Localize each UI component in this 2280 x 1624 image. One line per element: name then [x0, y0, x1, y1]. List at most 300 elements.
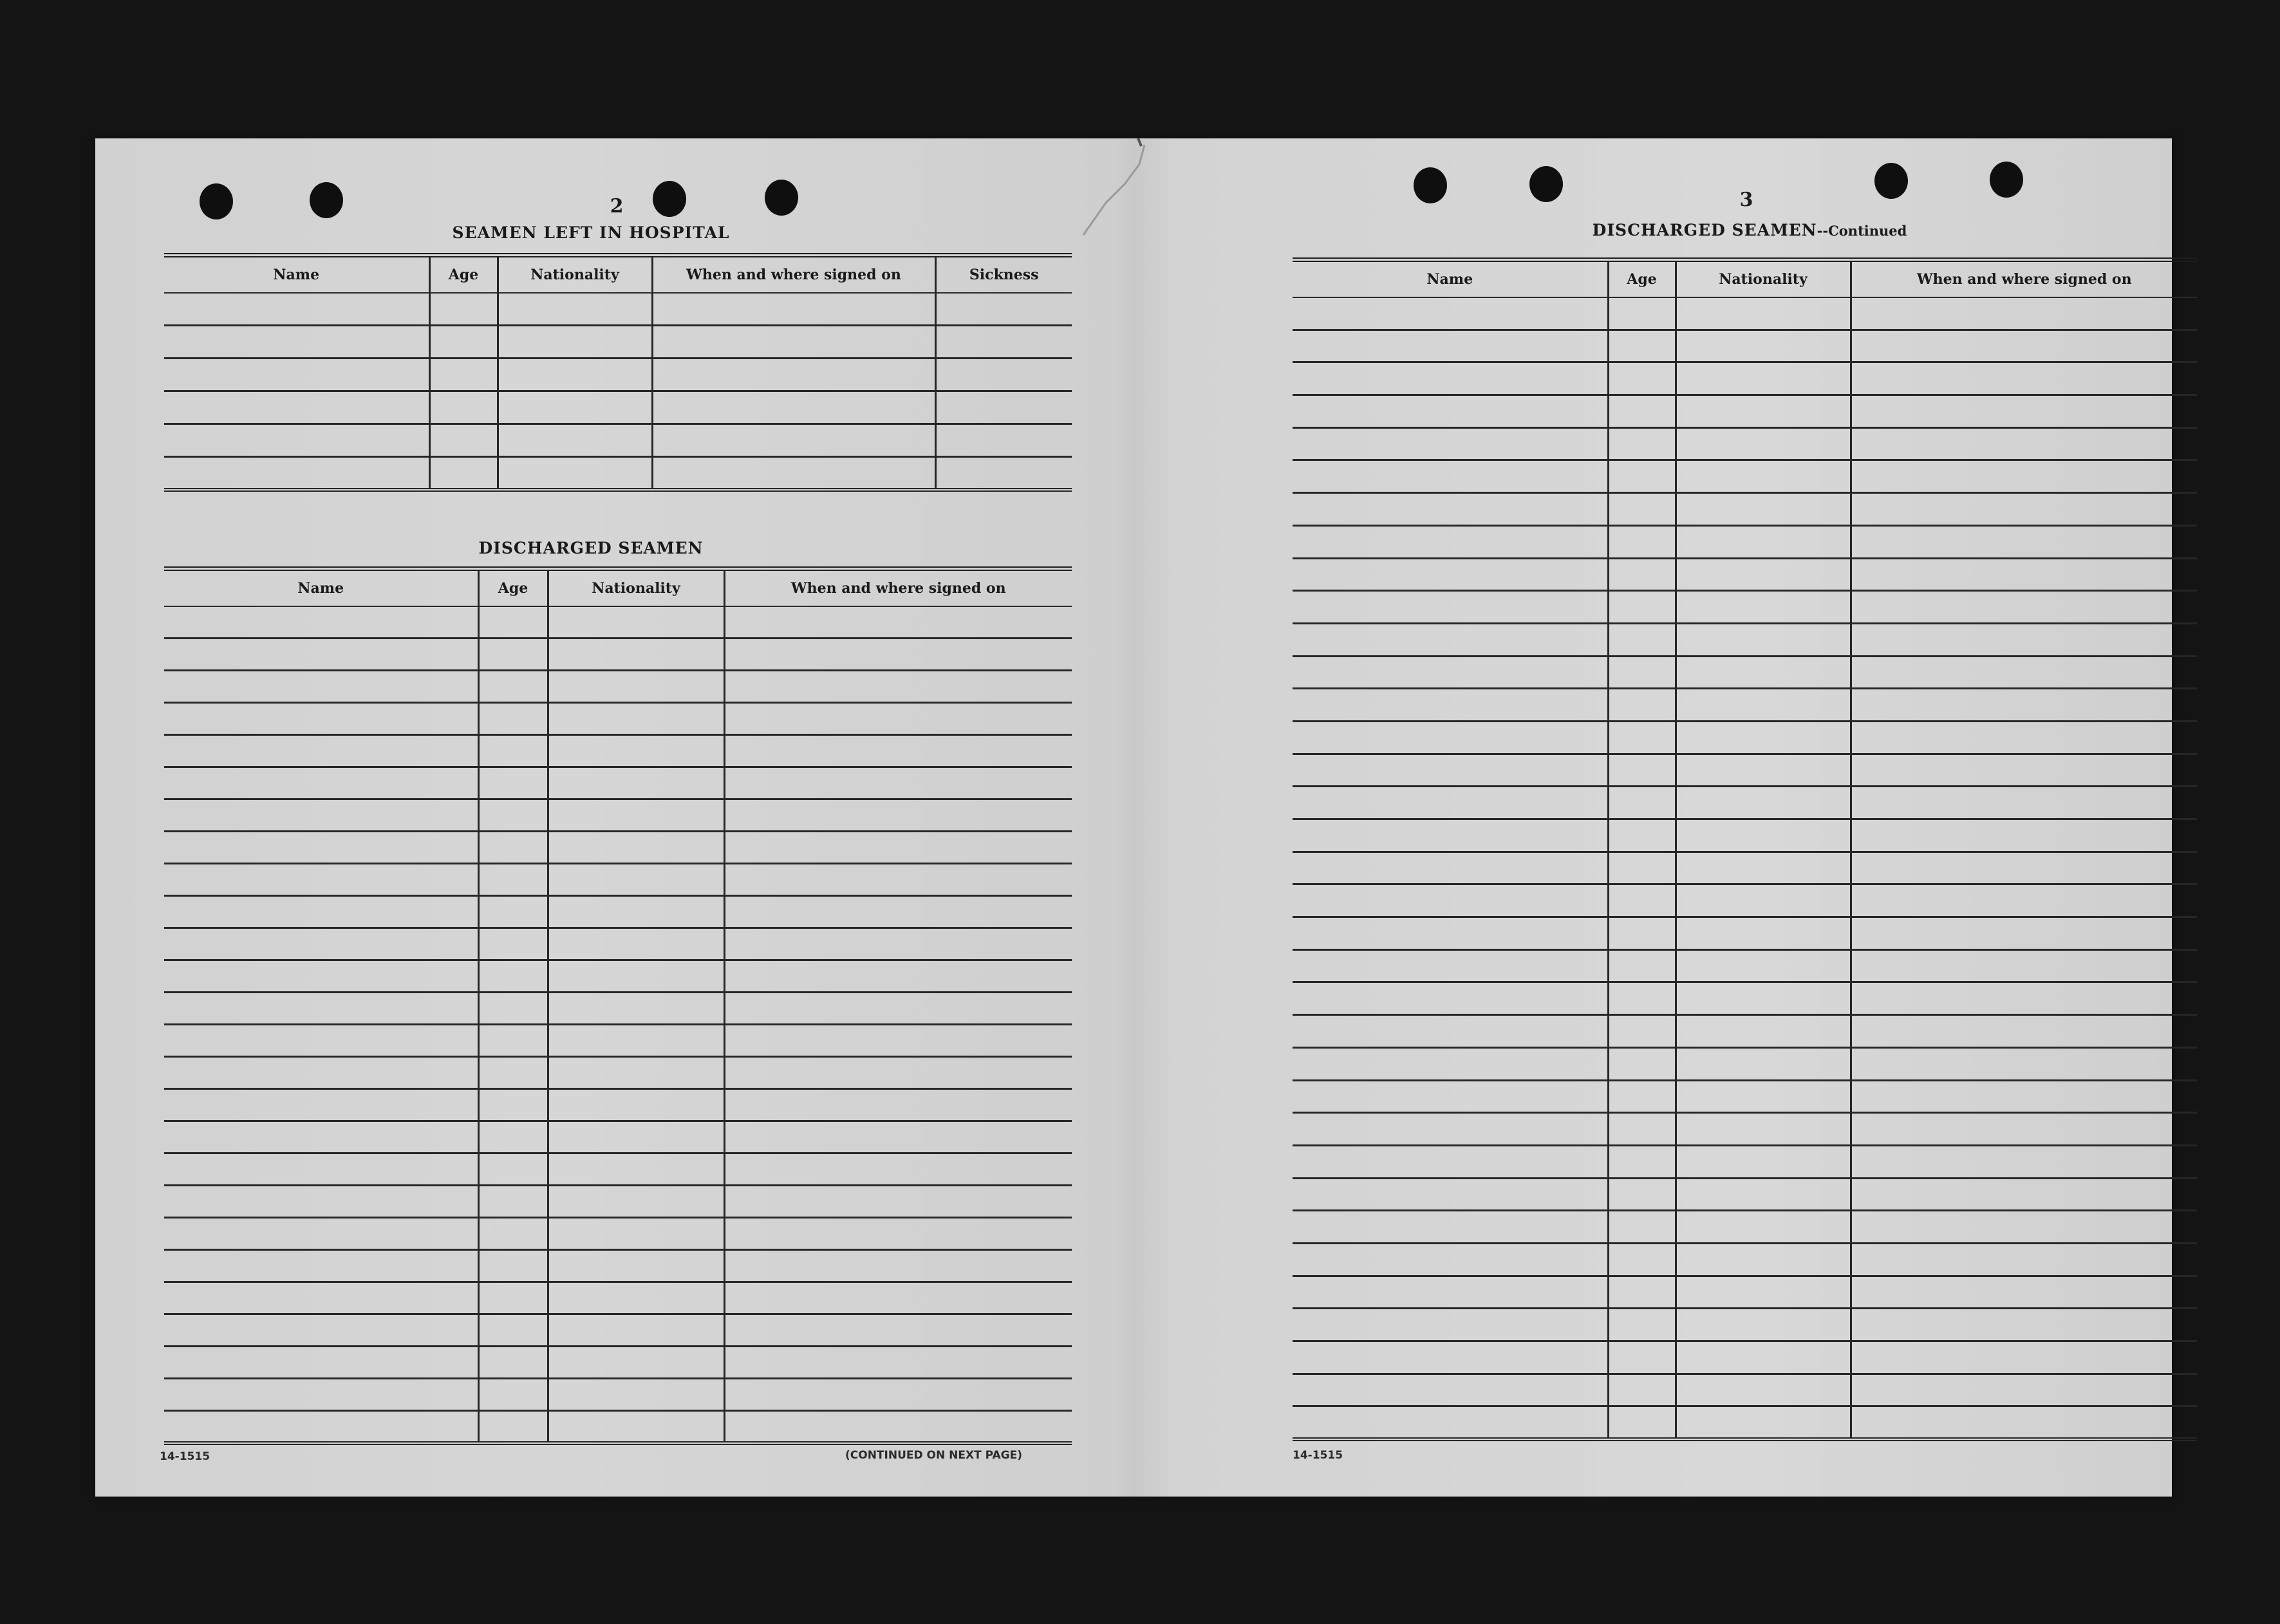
blank-cell — [478, 703, 548, 735]
blank-cell — [548, 606, 724, 639]
discharged-continued-table-row — [1293, 395, 2197, 428]
blank-cell — [548, 993, 724, 1025]
discharged-continued-table-row — [1293, 721, 2197, 754]
blank-cell — [548, 928, 724, 960]
blank-cell — [478, 735, 548, 767]
hospital-table-row — [164, 424, 1072, 457]
discharged-continued-table-row — [1293, 1015, 2197, 1048]
blank-cell — [1608, 1341, 1676, 1374]
hospital-table-row — [164, 457, 1072, 490]
blank-cell — [1676, 1309, 1851, 1341]
blank-cell — [478, 1282, 548, 1314]
blank-cell — [935, 457, 1072, 490]
blank-cell — [1851, 721, 2197, 754]
blank-cell — [548, 1218, 724, 1250]
blank-cell — [1676, 982, 1851, 1015]
discharged-continued-table-row — [1293, 949, 2197, 982]
blank-cell — [164, 864, 478, 896]
blank-cell — [1851, 1374, 2197, 1406]
discharged-continued-table-row — [1293, 1178, 2197, 1211]
blank-cell — [1676, 1374, 1851, 1406]
column-header-name: Name — [1293, 260, 1608, 297]
blank-cell — [1851, 1309, 2197, 1341]
blank-cell — [1293, 623, 1608, 656]
discharged-continued-table-row — [1293, 884, 2197, 917]
blank-cell — [1293, 787, 1608, 819]
blank-cell — [724, 1089, 1072, 1121]
blank-cell — [1608, 623, 1676, 656]
blank-cell — [1851, 493, 2197, 526]
blank-cell — [1293, 884, 1608, 917]
discharged-table-row — [164, 1218, 1072, 1250]
blank-cell — [1293, 493, 1608, 526]
blank-cell — [1608, 1309, 1676, 1341]
discharged-continued-table-row — [1293, 787, 2197, 819]
blank-cell — [548, 864, 724, 896]
blank-cell — [724, 864, 1072, 896]
blank-cell — [1293, 362, 1608, 395]
column-header-name: Name — [164, 569, 478, 606]
discharged-table-row — [164, 1186, 1072, 1218]
blank-cell — [1293, 1178, 1608, 1211]
blank-cell — [1851, 623, 2197, 656]
blank-cell — [478, 1186, 548, 1218]
discharged-table-row — [164, 896, 1072, 928]
blank-cell — [652, 424, 935, 457]
blank-cell — [548, 1153, 724, 1186]
continued-note: (CONTINUED ON NEXT PAGE) — [845, 1449, 1022, 1462]
discharged-continued-table-row — [1293, 1047, 2197, 1080]
blank-cell — [1676, 591, 1851, 624]
blank-cell — [1676, 1276, 1851, 1309]
blank-cell — [164, 832, 478, 864]
blank-cell — [1851, 460, 2197, 493]
blank-cell — [1608, 362, 1676, 395]
blank-cell — [1293, 949, 1608, 982]
blank-cell — [478, 606, 548, 639]
hospital-table-row — [164, 293, 1072, 326]
blank-cell — [1608, 525, 1676, 558]
blank-cell — [164, 928, 478, 960]
blank-cell — [1293, 1211, 1608, 1244]
blank-cell — [1676, 1178, 1851, 1211]
blank-cell — [652, 293, 935, 326]
blank-cell — [724, 993, 1072, 1025]
column-header-age: Age — [478, 569, 548, 606]
blank-cell — [478, 639, 548, 671]
blank-cell — [1851, 982, 2197, 1015]
blank-cell — [164, 1347, 478, 1379]
blank-cell — [724, 703, 1072, 735]
blank-cell — [498, 391, 652, 424]
blank-cell — [1608, 1015, 1676, 1048]
blank-cell — [724, 639, 1072, 671]
column-header-signed-on: When and where signed on — [652, 256, 935, 293]
blank-cell — [164, 1186, 478, 1218]
blank-cell — [1676, 1113, 1851, 1146]
discharged-table-row — [164, 1379, 1072, 1411]
discharged-table-row — [164, 832, 1072, 864]
blank-cell — [652, 391, 935, 424]
blank-cell — [164, 1379, 478, 1411]
blank-cell — [1293, 525, 1608, 558]
discharged-table-row — [164, 1282, 1072, 1314]
blank-cell — [478, 896, 548, 928]
blank-cell — [1293, 591, 1608, 624]
blank-cell — [429, 326, 498, 359]
blank-cell — [164, 1314, 478, 1347]
blank-cell — [1851, 949, 2197, 982]
blank-cell — [1676, 623, 1851, 656]
blank-cell — [164, 703, 478, 735]
blank-cell — [548, 767, 724, 799]
blank-cell — [1676, 395, 1851, 428]
blank-cell — [724, 1282, 1072, 1314]
discharged-continued-table-row — [1293, 1113, 2197, 1146]
discharged-table-header — [164, 569, 1072, 606]
blank-cell — [164, 1282, 478, 1314]
blank-cell — [1608, 819, 1676, 852]
blank-cell — [935, 424, 1072, 457]
blank-cell — [724, 832, 1072, 864]
blank-cell — [1851, 1047, 2197, 1080]
blank-cell — [478, 960, 548, 993]
blank-cell — [164, 1218, 478, 1250]
blank-cell — [548, 1379, 724, 1411]
blank-cell — [548, 735, 724, 767]
hospital-table — [164, 253, 1072, 492]
form-number: 14-1515 — [160, 1450, 210, 1463]
blank-cell — [1608, 852, 1676, 884]
blank-cell — [724, 799, 1072, 832]
discharged-continued-table-row — [1293, 330, 2197, 362]
blank-cell — [1293, 1374, 1608, 1406]
column-header-nationality: Nationality — [1676, 260, 1851, 297]
discharged-table-row — [164, 1153, 1072, 1186]
blank-cell — [1293, 917, 1608, 950]
blank-cell — [1293, 1080, 1608, 1113]
discharged-table-row — [164, 703, 1072, 735]
discharged-continued-table-row — [1293, 1309, 2197, 1341]
blank-cell — [548, 799, 724, 832]
blank-cell — [724, 735, 1072, 767]
discharged-continued-table-row — [1293, 460, 2197, 493]
blank-cell — [164, 1025, 478, 1057]
blank-cell — [1851, 330, 2197, 362]
blank-cell — [1676, 1145, 1851, 1178]
blank-cell — [1293, 689, 1608, 722]
blank-cell — [1676, 1243, 1851, 1276]
blank-cell — [164, 293, 429, 326]
blank-cell — [1293, 819, 1608, 852]
blank-cell — [1676, 297, 1851, 330]
discharged-table-row — [164, 993, 1072, 1025]
discharged-continued-table-row — [1293, 1145, 2197, 1178]
blank-cell — [1851, 558, 2197, 591]
blank-cell — [1676, 1211, 1851, 1244]
blank-cell — [498, 424, 652, 457]
discharged-table-row — [164, 767, 1072, 799]
blank-cell — [1676, 917, 1851, 950]
blank-cell — [1293, 1309, 1608, 1341]
blank-cell — [1676, 1080, 1851, 1113]
blank-cell — [429, 391, 498, 424]
blank-cell — [724, 1218, 1072, 1250]
blank-cell — [1676, 427, 1851, 460]
blank-cell — [478, 864, 548, 896]
blank-cell — [164, 1057, 478, 1089]
blank-cell — [478, 1121, 548, 1153]
blank-cell — [164, 896, 478, 928]
discharged-table-row — [164, 1121, 1072, 1153]
discharged-continued-table-row — [1293, 1243, 2197, 1276]
blank-cell — [1293, 558, 1608, 591]
blank-cell — [1676, 1047, 1851, 1080]
blank-cell — [1293, 1113, 1608, 1146]
blank-cell — [1851, 689, 2197, 722]
blank-cell — [1851, 362, 2197, 395]
blank-cell — [1608, 395, 1676, 428]
blank-cell — [478, 1411, 548, 1443]
blank-cell — [1851, 1113, 2197, 1146]
blank-cell — [1851, 591, 2197, 624]
blank-cell — [164, 993, 478, 1025]
blank-cell — [164, 767, 478, 799]
blank-cell — [724, 1121, 1072, 1153]
discharged-table-row — [164, 864, 1072, 896]
blank-cell — [1293, 1243, 1608, 1276]
blank-cell — [1608, 1080, 1676, 1113]
section-title-text: DISCHARGED SEAMEN — [1592, 221, 1817, 239]
blank-cell — [1676, 949, 1851, 982]
blank-cell — [164, 1250, 478, 1282]
blank-cell — [548, 1282, 724, 1314]
blank-cell — [724, 1347, 1072, 1379]
blank-cell — [1293, 330, 1608, 362]
blank-cell — [1676, 884, 1851, 917]
discharged-continued-table-row — [1293, 558, 2197, 591]
blank-cell — [1608, 427, 1676, 460]
blank-cell — [935, 359, 1072, 391]
discharged-table-row — [164, 1411, 1072, 1443]
blank-cell — [1676, 460, 1851, 493]
blank-cell — [724, 1186, 1072, 1218]
blank-cell — [1608, 949, 1676, 982]
blank-cell — [1608, 787, 1676, 819]
blank-cell — [1851, 1080, 2197, 1113]
blank-cell — [164, 735, 478, 767]
blank-cell — [1293, 427, 1608, 460]
blank-cell — [1608, 330, 1676, 362]
blank-cell — [1293, 852, 1608, 884]
blank-cell — [1608, 558, 1676, 591]
blank-cell — [1293, 754, 1608, 787]
blank-cell — [1676, 1341, 1851, 1374]
blank-cell — [724, 960, 1072, 993]
blank-cell — [652, 359, 935, 391]
discharged-table-row — [164, 639, 1072, 671]
blank-cell — [1851, 754, 2197, 787]
discharged-continued-table-row — [1293, 297, 2197, 330]
blank-cell — [724, 1379, 1072, 1411]
blank-cell — [478, 1379, 548, 1411]
blank-cell — [1851, 297, 2197, 330]
discharged-continued-table-row — [1293, 917, 2197, 950]
blank-cell — [1293, 1341, 1608, 1374]
discharged-continued-table-row — [1293, 525, 2197, 558]
blank-cell — [1676, 656, 1851, 689]
blank-cell — [478, 1314, 548, 1347]
blank-cell — [1293, 460, 1608, 493]
page-number: 2 — [610, 195, 624, 218]
blank-cell — [724, 1153, 1072, 1186]
blank-cell — [1293, 1406, 1608, 1439]
discharged-table-row — [164, 799, 1072, 832]
blank-cell — [1608, 1374, 1676, 1406]
discharged-table-row — [164, 960, 1072, 993]
blank-cell — [498, 326, 652, 359]
discharged-continued-table-row — [1293, 427, 2197, 460]
blank-cell — [478, 1218, 548, 1250]
blank-cell — [164, 391, 429, 424]
blank-cell — [548, 896, 724, 928]
left-page — [95, 138, 1132, 1497]
blank-cell — [1676, 721, 1851, 754]
blank-cell — [478, 1025, 548, 1057]
blank-cell — [548, 1057, 724, 1089]
blank-cell — [478, 671, 548, 703]
blank-cell — [478, 993, 548, 1025]
blank-cell — [1608, 884, 1676, 917]
blank-cell — [429, 293, 498, 326]
discharged-continued-table-row — [1293, 982, 2197, 1015]
blank-cell — [478, 832, 548, 864]
blank-cell — [724, 767, 1072, 799]
discharged-table-row — [164, 1057, 1072, 1089]
blank-cell — [1851, 819, 2197, 852]
blank-cell — [1608, 689, 1676, 722]
hospital-table-header — [164, 256, 1072, 293]
blank-cell — [1608, 1211, 1676, 1244]
blank-cell — [478, 1347, 548, 1379]
discharged-continued-table-row — [1293, 1080, 2197, 1113]
blank-cell — [935, 391, 1072, 424]
discharged-table — [164, 566, 1072, 1445]
right-page — [1132, 138, 2172, 1497]
discharged-table-row — [164, 928, 1072, 960]
blank-cell — [1676, 1015, 1851, 1048]
blank-cell — [1851, 1211, 2197, 1244]
column-header-name: Name — [164, 256, 429, 293]
discharged-continued-table-row — [1293, 819, 2197, 852]
discharged-table-row — [164, 1089, 1072, 1121]
blank-cell — [1676, 819, 1851, 852]
blank-cell — [548, 832, 724, 864]
blank-cell — [724, 1025, 1072, 1057]
column-header-signed-on: When and where signed on — [724, 569, 1072, 606]
blank-cell — [1851, 395, 2197, 428]
blank-cell — [1293, 297, 1608, 330]
blank-cell — [1608, 1047, 1676, 1080]
discharged-continued-table-row — [1293, 493, 2197, 526]
blank-cell — [724, 606, 1072, 639]
blank-cell — [164, 457, 429, 490]
blank-cell — [548, 1186, 724, 1218]
blank-cell — [548, 639, 724, 671]
blank-cell — [478, 1089, 548, 1121]
blank-cell — [1608, 982, 1676, 1015]
blank-cell — [1676, 330, 1851, 362]
blank-cell — [1676, 525, 1851, 558]
blank-cell — [164, 960, 478, 993]
blank-cell — [1676, 493, 1851, 526]
blank-cell — [1851, 852, 2197, 884]
blank-cell — [1851, 1015, 2197, 1048]
blank-cell — [724, 1411, 1072, 1443]
blank-cell — [478, 1250, 548, 1282]
form-number: 14-1515 — [1293, 1449, 1343, 1462]
blank-cell — [548, 960, 724, 993]
blank-cell — [478, 928, 548, 960]
blank-cell — [1608, 1113, 1676, 1146]
column-header-age: Age — [1608, 260, 1676, 297]
blank-cell — [548, 1411, 724, 1443]
blank-cell — [548, 1347, 724, 1379]
blank-cell — [1851, 1276, 2197, 1309]
blank-cell — [935, 293, 1072, 326]
blank-cell — [1851, 787, 2197, 819]
blank-cell — [1851, 1406, 2197, 1439]
blank-cell — [1608, 460, 1676, 493]
blank-cell — [1293, 656, 1608, 689]
blank-cell — [1851, 917, 2197, 950]
blank-cell — [548, 1025, 724, 1057]
blank-cell — [1608, 591, 1676, 624]
blank-cell — [164, 1121, 478, 1153]
discharged-continued-table-row — [1293, 1406, 2197, 1439]
blank-cell — [1851, 884, 2197, 917]
blank-cell — [1293, 395, 1608, 428]
discharged-continued-table-row — [1293, 852, 2197, 884]
discharged-table-row — [164, 1347, 1072, 1379]
hospital-table-row — [164, 391, 1072, 424]
discharged-table-row — [164, 1250, 1072, 1282]
blank-cell — [1851, 1341, 2197, 1374]
discharged-table-row — [164, 606, 1072, 639]
blank-cell — [724, 896, 1072, 928]
column-header-nationality: Nationality — [498, 256, 652, 293]
discharged-continued-title — [1544, 221, 1956, 239]
blank-cell — [1851, 656, 2197, 689]
hospital-table-row — [164, 359, 1072, 391]
blank-cell — [724, 1250, 1072, 1282]
discharged-continued-table-row — [1293, 591, 2197, 624]
discharged-continued-table-row — [1293, 1211, 2197, 1244]
blank-cell — [164, 1411, 478, 1443]
blank-cell — [1608, 1276, 1676, 1309]
blank-cell — [429, 457, 498, 490]
blank-cell — [1608, 493, 1676, 526]
blank-cell — [1608, 917, 1676, 950]
blank-cell — [478, 1057, 548, 1089]
blank-cell — [1676, 852, 1851, 884]
discharged-continued-table-row — [1293, 1374, 2197, 1406]
form-sheet — [95, 138, 2172, 1497]
blank-cell — [498, 457, 652, 490]
hospital-section-title: SEAMEN LEFT IN HOSPITAL — [452, 223, 730, 242]
blank-cell — [1851, 525, 2197, 558]
discharged-continued-table-row — [1293, 754, 2197, 787]
